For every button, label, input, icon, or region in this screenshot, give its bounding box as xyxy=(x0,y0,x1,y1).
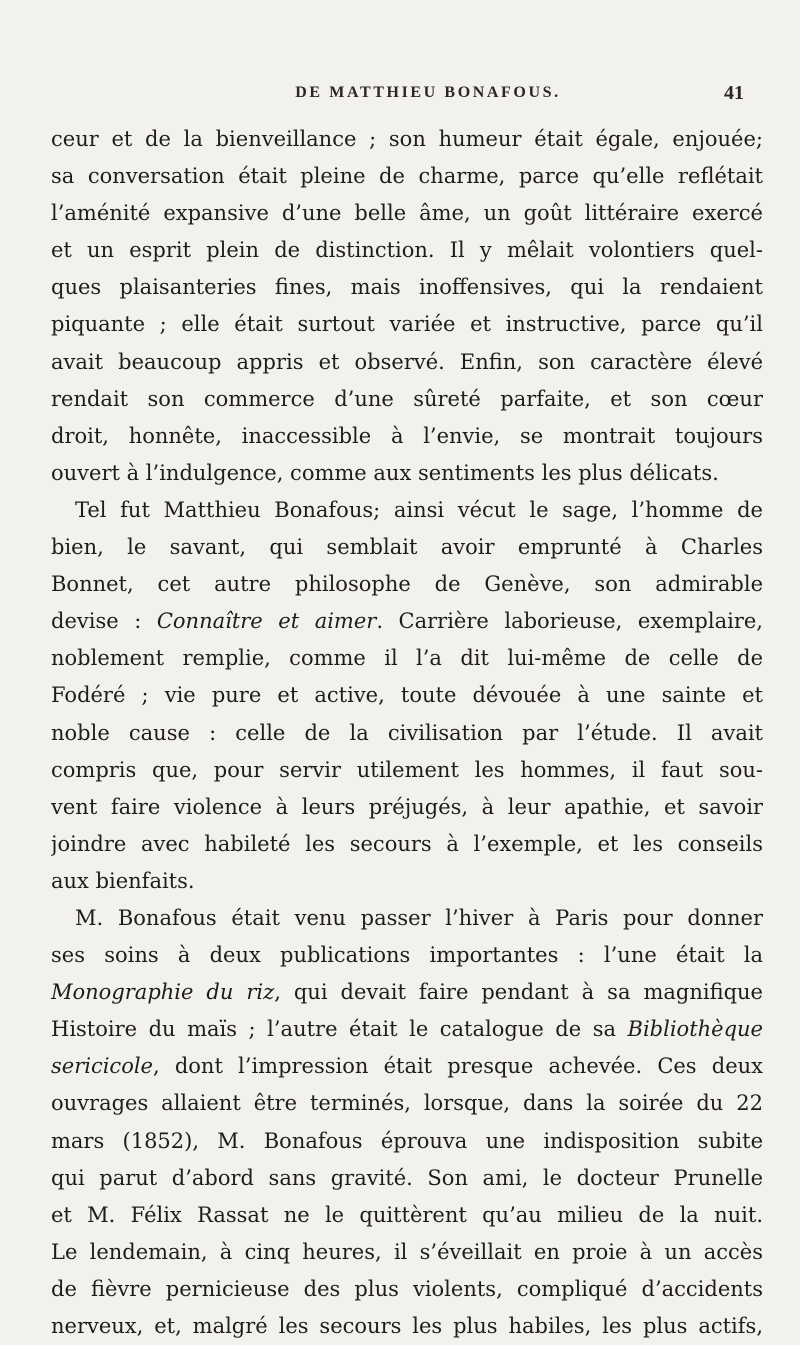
running-title: DE MATTHIEU BONAFOUS. xyxy=(295,84,561,101)
text-line xyxy=(51,1085,763,1122)
line-text: nerveux, et, malgré les secours les plus habiles, les plus actifs, xyxy=(51,1314,763,1338)
line-text: ouvrages allaient être terminés, lorsque, dans la soirée du 22 xyxy=(51,1091,763,1116)
text-line xyxy=(51,121,763,158)
text-line xyxy=(51,789,763,826)
text-line xyxy=(51,826,763,863)
line-italic-text: Bibliothèque xyxy=(627,1017,763,1042)
line-text: ses soins à deux publications importantes : l’une était la xyxy=(51,943,763,968)
text-line xyxy=(51,158,763,195)
text-line xyxy=(51,1271,763,1308)
text-line xyxy=(51,603,763,640)
text-line xyxy=(51,715,763,752)
text-line xyxy=(51,863,763,900)
text-line xyxy=(51,1011,763,1048)
text-line xyxy=(51,566,763,603)
text-line xyxy=(51,1160,763,1197)
line-text: Tel fut Matthieu Bonafous; ainsi vécut le sage, l’homme de xyxy=(75,497,763,522)
line-text: et M. Félix Rassat ne le quittèrent qu’au milieu de la nuit. xyxy=(51,1202,763,1227)
text-line xyxy=(51,195,763,232)
line-text: de fièvre pernicieuse des plus violents, compliqué d’accidents xyxy=(51,1276,763,1301)
line-text: piquante ; elle était surtout variée et instructive, parce qu’il xyxy=(51,312,763,337)
text-line xyxy=(51,455,763,492)
text-line xyxy=(51,381,763,418)
line-text: et un esprit plein de distinction. Il y mêlait volontiers quel- xyxy=(51,238,763,263)
line-text: Le lendemain, à cinq heures, il s’éveillait en proie à un accès xyxy=(51,1239,763,1264)
text-line xyxy=(51,937,763,974)
text-line xyxy=(51,492,763,529)
text-line xyxy=(51,344,763,381)
text-line xyxy=(51,974,763,1011)
line-text: , dont l’impression était presque achevée. Ces deux xyxy=(153,1054,763,1079)
line-text: Fodéré ; vie pure et active, toute dévouée à une sainte et xyxy=(51,683,763,708)
line-text-before: devise : xyxy=(51,609,157,634)
line-text: avait beaucoup appris et observé. Enfin, son caractère élevé xyxy=(51,349,763,374)
line-italic-text: sericicole xyxy=(51,1054,153,1079)
line-text: vent faire violence à leurs préjugés, à leur apathie, et savoir xyxy=(51,794,763,819)
line-text: ques plaisanteries fines, mais inoffensives, qui la rendaient xyxy=(51,275,763,300)
line-text: droit, honnête, inaccessible à l’envie, se montrait toujours xyxy=(51,423,763,448)
text-line xyxy=(51,306,763,343)
page-number: 41 xyxy=(724,82,744,104)
running-head xyxy=(112,84,744,108)
line-text: noble cause : celle de la civilisation par l’étude. Il avait xyxy=(51,720,763,745)
line-text: qui parut d’abord sans gravité. Son ami, le docteur Prunelle xyxy=(51,1165,763,1190)
body-text xyxy=(51,121,763,1345)
text-line xyxy=(51,232,763,269)
line-italic-text: Monographie du riz xyxy=(51,980,275,1005)
text-line xyxy=(51,529,763,566)
text-line xyxy=(51,269,763,306)
line-text: ouvert à l’indulgence, comme aux sentiments les plus délicats. xyxy=(51,460,719,485)
text-line xyxy=(51,418,763,455)
text-line xyxy=(51,752,763,789)
text-line xyxy=(51,1197,763,1234)
text-line xyxy=(51,677,763,714)
line-text: Bonnet, cet autre philosophe de Genève, son admirable xyxy=(51,572,763,597)
text-line xyxy=(51,900,763,937)
line-text: ceur et de la bienveillance ; son humeur était égale, enjouée; xyxy=(51,127,763,151)
line-text: rendait son commerce d’une sûreté parfaite, et son cœur xyxy=(51,386,763,411)
line-text: aux bienfaits. xyxy=(51,868,195,893)
line-text: compris que, pour servir utilement les hommes, il faut sou- xyxy=(51,757,763,782)
line-italic-text: Connaître et aimer xyxy=(156,609,377,634)
line-text: M. Bonafous était venu passer l’hiver à Paris pour donner xyxy=(75,905,763,930)
text-line xyxy=(51,1308,763,1345)
line-text: l’aménité expansive d’une belle âme, un goût littéraire exercé xyxy=(51,201,763,226)
line-text-before: Histoire du maïs ; l’autre était le catalogue de sa xyxy=(51,1017,628,1042)
line-text: noblement remplie, comme il l’a dit lui-même de celle de xyxy=(51,646,763,671)
text-line xyxy=(51,1234,763,1271)
text-line xyxy=(51,640,763,677)
text-line xyxy=(51,1123,763,1160)
line-text: mars (1852), M. Bonafous éprouva une indisposition subite xyxy=(51,1128,763,1153)
line-text: joindre avec habileté les secours à l’exemple, et les conseils xyxy=(51,831,763,856)
line-text: sa conversation était pleine de charme, parce qu’elle reflétait xyxy=(51,164,763,189)
line-text: . Carrière laborieuse, exemplaire, xyxy=(376,609,763,634)
line-text: bien, le savant, qui semblait avoir emprunté à Charles xyxy=(51,535,763,560)
line-text: , qui devait faire pendant à sa magnifique xyxy=(274,980,763,1005)
text-line xyxy=(51,1048,763,1085)
